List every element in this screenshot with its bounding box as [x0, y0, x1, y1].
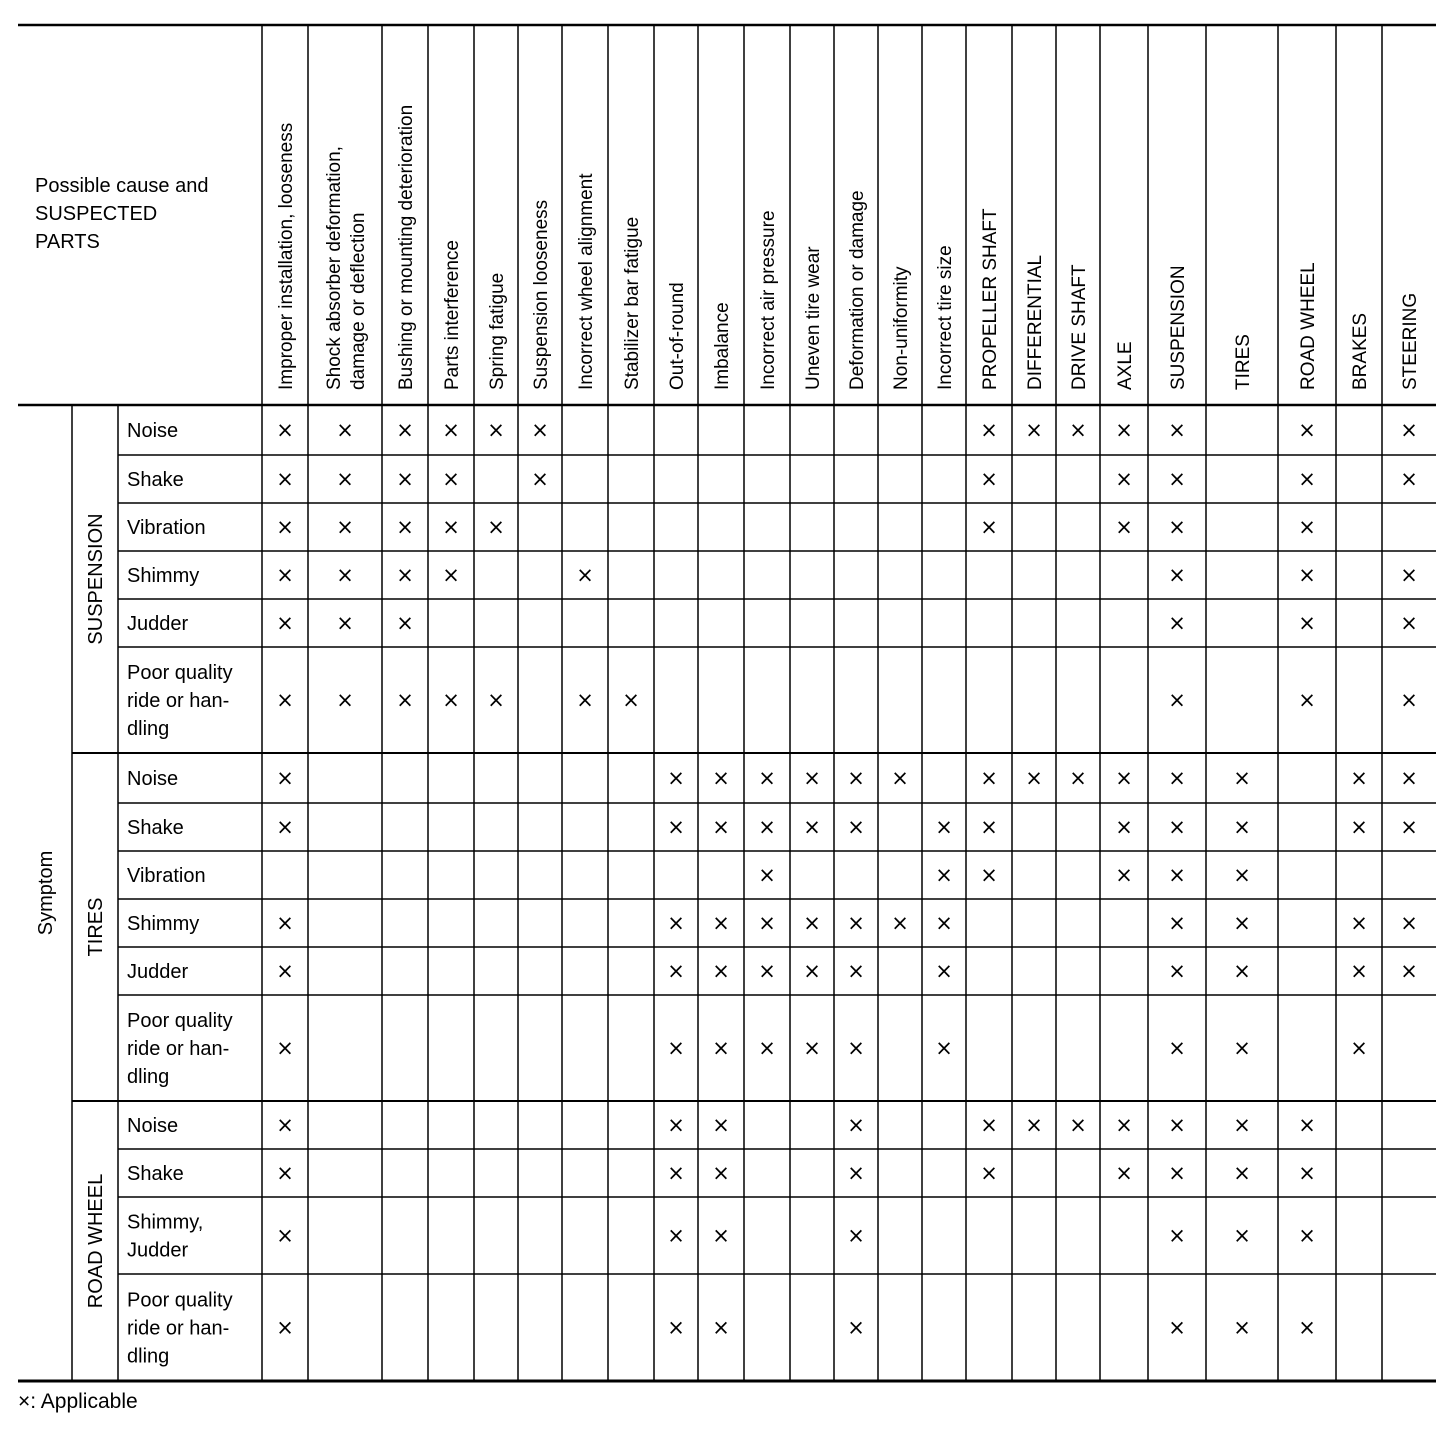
- applicable-mark: ×: [847, 1036, 865, 1060]
- column-header: Deformation or damage: [847, 190, 868, 390]
- applicable-mark: ×: [1298, 418, 1316, 442]
- footnote-legend: ×: Applicable: [18, 1390, 138, 1413]
- applicable-mark: ×: [1168, 1113, 1186, 1137]
- applicable-mark: ×: [758, 1036, 776, 1060]
- group-label: TIRES: [85, 897, 107, 957]
- applicable-mark: ×: [1115, 815, 1133, 839]
- applicable-mark: ×: [758, 959, 776, 983]
- applicable-mark: ×: [1298, 1315, 1316, 1340]
- applicable-mark: ×: [1298, 563, 1316, 587]
- applicable-mark: ×: [1025, 1113, 1043, 1137]
- applicable-mark: ×: [758, 766, 776, 790]
- applicable-mark: ×: [1069, 1113, 1087, 1137]
- applicable-mark: ×: [1298, 1161, 1316, 1185]
- applicable-mark: ×: [712, 1113, 730, 1137]
- applicable-mark: ×: [487, 515, 505, 539]
- symptom-row-label: Vibration: [127, 517, 206, 539]
- applicable-mark: ×: [396, 467, 414, 491]
- applicable-mark: ×: [980, 766, 998, 790]
- applicable-mark: ×: [336, 467, 354, 491]
- column-header: Shock absorber deformation,: [324, 146, 345, 390]
- symptom-row-label: Shake: [127, 469, 184, 491]
- applicable-mark: ×: [1168, 467, 1186, 491]
- applicable-mark: ×: [1298, 1223, 1316, 1248]
- applicable-mark: ×: [1233, 1161, 1251, 1185]
- applicable-mark: ×: [1025, 766, 1043, 790]
- applicable-mark: ×: [396, 688, 414, 712]
- applicable-mark: ×: [1168, 766, 1186, 790]
- applicable-mark: ×: [1233, 959, 1251, 983]
- applicable-mark: ×: [847, 766, 865, 790]
- applicable-mark: ×: [276, 911, 294, 935]
- symptom-row-label: Noise: [127, 768, 179, 790]
- applicable-mark: ×: [712, 1223, 730, 1248]
- applicable-mark: ×: [276, 1161, 294, 1185]
- applicable-mark: ×: [847, 959, 865, 983]
- symptom-row-label: Judder: [127, 961, 189, 983]
- group-label: ROAD WHEEL: [85, 1173, 107, 1309]
- column-header: Imbalance: [712, 302, 733, 390]
- applicable-mark: ×: [667, 959, 685, 983]
- applicable-mark: ×: [980, 863, 998, 887]
- applicable-mark: ×: [531, 467, 549, 491]
- column-header: Out-of-round: [667, 282, 688, 390]
- applicable-mark: ×: [276, 418, 294, 442]
- column-header: DRIVE SHAFT: [1069, 264, 1090, 390]
- applicable-mark: ×: [276, 467, 294, 491]
- column-header: Spring fatigue: [487, 272, 508, 390]
- applicable-mark: ×: [847, 1315, 865, 1340]
- applicable-mark: ×: [758, 863, 776, 887]
- applicable-mark: ×: [1115, 515, 1133, 539]
- applicable-mark: ×: [1233, 1315, 1251, 1340]
- applicable-mark: ×: [1168, 418, 1186, 442]
- applicable-mark: ×: [1168, 563, 1186, 587]
- applicable-mark: ×: [712, 815, 730, 839]
- applicable-mark: ×: [1115, 467, 1133, 491]
- symptom-row-label: ride or han-: [127, 1038, 230, 1060]
- symptom-row-label: Shimmy: [127, 565, 200, 587]
- applicable-mark: ×: [1168, 815, 1186, 839]
- applicable-mark: ×: [1233, 1223, 1251, 1248]
- applicable-mark: ×: [803, 766, 821, 790]
- applicable-mark: ×: [1400, 418, 1418, 442]
- applicable-mark: ×: [667, 815, 685, 839]
- applicable-mark: ×: [1400, 815, 1418, 839]
- column-header: AXLE: [1115, 341, 1136, 390]
- applicable-mark: ×: [980, 1113, 998, 1137]
- symptom-row-label: ride or han-: [127, 690, 230, 712]
- applicable-mark: ×: [1350, 815, 1368, 839]
- symptom-row-label: dling: [127, 1345, 170, 1368]
- column-header: SUSPENSION: [1168, 265, 1189, 390]
- applicable-mark: ×: [1233, 863, 1251, 887]
- column-header: Suspension looseness: [531, 199, 552, 390]
- applicable-mark: ×: [276, 1223, 294, 1248]
- applicable-mark: ×: [576, 688, 594, 712]
- applicable-mark: ×: [1400, 911, 1418, 935]
- applicable-mark: ×: [1115, 1113, 1133, 1137]
- applicable-mark: ×: [276, 688, 294, 712]
- applicable-mark: ×: [803, 1036, 821, 1060]
- applicable-mark: ×: [1168, 515, 1186, 539]
- column-header: Incorrect air pressure: [758, 210, 779, 390]
- column-header: Incorrect wheel alignment: [576, 173, 597, 390]
- applicable-mark: ×: [1350, 959, 1368, 983]
- applicable-mark: ×: [712, 766, 730, 790]
- applicable-mark: ×: [980, 815, 998, 839]
- applicable-mark: ×: [1233, 1036, 1251, 1060]
- symptom-row-label: dling: [127, 1066, 170, 1088]
- applicable-mark: ×: [487, 688, 505, 712]
- applicable-mark: ×: [1115, 418, 1133, 442]
- applicable-mark: ×: [803, 911, 821, 935]
- corner-label: Possible cause and: [35, 175, 209, 197]
- applicable-mark: ×: [276, 611, 294, 635]
- applicable-mark: ×: [980, 467, 998, 491]
- symptom-row-label: Shimmy,: [127, 1211, 204, 1234]
- applicable-mark: ×: [336, 563, 354, 587]
- applicable-mark: ×: [803, 959, 821, 983]
- applicable-mark: ×: [847, 815, 865, 839]
- applicable-mark: ×: [442, 418, 460, 442]
- applicable-mark: ×: [1168, 688, 1186, 712]
- symptom-row-label: Poor quality: [127, 1010, 233, 1032]
- applicable-mark: ×: [442, 515, 460, 539]
- corner-label: SUSPECTED: [35, 203, 158, 225]
- applicable-mark: ×: [276, 1036, 294, 1060]
- column-header: Incorrect tire size: [935, 245, 956, 390]
- applicable-mark: ×: [667, 766, 685, 790]
- column-header: PROPELLER SHAFT: [980, 208, 1001, 390]
- applicable-mark: ×: [1168, 611, 1186, 635]
- applicable-mark: ×: [1168, 1036, 1186, 1060]
- symptom-label: Symptom: [35, 850, 57, 936]
- applicable-mark: ×: [442, 563, 460, 587]
- symptom-row-label: Noise: [127, 420, 179, 442]
- applicable-mark: ×: [276, 1113, 294, 1137]
- applicable-mark: ×: [935, 959, 953, 983]
- symptom-row-label: Shake: [127, 817, 184, 839]
- applicable-mark: ×: [1069, 766, 1087, 790]
- applicable-mark: ×: [276, 766, 294, 790]
- applicable-mark: ×: [667, 1113, 685, 1137]
- applicable-mark: ×: [1168, 1223, 1186, 1248]
- applicable-mark: ×: [1168, 1161, 1186, 1185]
- applicable-mark: ×: [935, 815, 953, 839]
- symptom-row-label: Shake: [127, 1163, 184, 1185]
- applicable-mark: ×: [276, 563, 294, 587]
- applicable-mark: ×: [667, 1223, 685, 1248]
- applicable-mark: ×: [712, 1315, 730, 1340]
- applicable-mark: ×: [935, 1036, 953, 1060]
- symptom-row-label: Judder: [127, 1239, 189, 1262]
- applicable-mark: ×: [1350, 766, 1368, 790]
- applicable-mark: ×: [1168, 911, 1186, 935]
- column-header: Stabilizer bar fatigue: [622, 216, 643, 390]
- column-header: Bushing or mounting deterioration: [396, 104, 417, 390]
- column-header: Non-uniformity: [891, 266, 912, 390]
- applicable-mark: ×: [891, 911, 909, 935]
- symptom-row-label: Poor quality: [127, 662, 233, 684]
- column-header: TIRES: [1233, 334, 1254, 390]
- applicable-mark: ×: [1400, 467, 1418, 491]
- applicable-mark: ×: [336, 688, 354, 712]
- applicable-mark: ×: [712, 911, 730, 935]
- applicable-mark: ×: [1069, 418, 1087, 442]
- applicable-mark: ×: [336, 418, 354, 442]
- applicable-mark: ×: [622, 688, 640, 712]
- applicable-mark: ×: [1233, 815, 1251, 839]
- applicable-mark: ×: [1298, 688, 1316, 712]
- symptom-row-label: Judder: [127, 613, 189, 635]
- applicable-mark: ×: [935, 863, 953, 887]
- applicable-mark: ×: [712, 1161, 730, 1185]
- applicable-mark: ×: [276, 1315, 294, 1340]
- applicable-mark: ×: [980, 1161, 998, 1185]
- applicable-mark: ×: [1298, 515, 1316, 539]
- applicable-mark: ×: [847, 1161, 865, 1185]
- applicable-mark: ×: [847, 1223, 865, 1248]
- applicable-mark: ×: [1400, 611, 1418, 635]
- applicable-mark: ×: [1115, 1161, 1133, 1185]
- applicable-mark: ×: [1168, 1315, 1186, 1340]
- applicable-mark: ×: [758, 911, 776, 935]
- applicable-mark: ×: [1400, 688, 1418, 712]
- applicable-mark: ×: [712, 1036, 730, 1060]
- applicable-mark: ×: [336, 515, 354, 539]
- applicable-mark: ×: [980, 515, 998, 539]
- column-header: ROAD WHEEL: [1298, 262, 1319, 390]
- symptom-row-label: Vibration: [127, 865, 206, 887]
- applicable-mark: ×: [1350, 1036, 1368, 1060]
- applicable-mark: ×: [891, 766, 909, 790]
- column-header: damage or deflection: [348, 212, 369, 390]
- group-label: SUSPENSION: [85, 513, 107, 645]
- applicable-mark: ×: [980, 418, 998, 442]
- applicable-mark: ×: [576, 563, 594, 587]
- symptom-row-label: Noise: [127, 1115, 179, 1137]
- applicable-mark: ×: [396, 418, 414, 442]
- symptom-row-label: ride or han-: [127, 1317, 230, 1340]
- applicable-mark: ×: [667, 1036, 685, 1060]
- applicable-mark: ×: [1025, 418, 1043, 442]
- applicable-mark: ×: [1298, 611, 1316, 635]
- applicable-mark: ×: [336, 611, 354, 635]
- applicable-mark: ×: [396, 611, 414, 635]
- applicable-mark: ×: [396, 563, 414, 587]
- applicable-mark: ×: [1233, 1113, 1251, 1137]
- applicable-mark: ×: [667, 911, 685, 935]
- symptom-row-label: Poor quality: [127, 1289, 233, 1312]
- applicable-mark: ×: [1400, 959, 1418, 983]
- applicable-mark: ×: [396, 515, 414, 539]
- column-header: BRAKES: [1350, 312, 1371, 390]
- corner-label: PARTS: [35, 231, 100, 253]
- applicable-mark: ×: [803, 815, 821, 839]
- applicable-mark: ×: [531, 418, 549, 442]
- applicable-mark: ×: [442, 467, 460, 491]
- applicable-mark: ×: [758, 815, 776, 839]
- applicable-mark: ×: [276, 959, 294, 983]
- applicable-mark: ×: [1168, 863, 1186, 887]
- applicable-mark: ×: [1115, 766, 1133, 790]
- applicable-mark: ×: [847, 1113, 865, 1137]
- applicable-mark: ×: [1400, 766, 1418, 790]
- applicable-mark: ×: [667, 1315, 685, 1340]
- applicable-mark: ×: [276, 515, 294, 539]
- applicable-mark: ×: [276, 815, 294, 839]
- applicable-mark: ×: [1298, 1113, 1316, 1137]
- applicable-mark: ×: [1350, 911, 1368, 935]
- applicable-mark: ×: [487, 418, 505, 442]
- applicable-mark: ×: [1233, 766, 1251, 790]
- column-header: Uneven tire wear: [803, 246, 824, 390]
- column-header: STEERING: [1400, 292, 1421, 390]
- applicable-mark: ×: [1400, 563, 1418, 587]
- applicable-mark: ×: [1233, 911, 1251, 935]
- applicable-mark: ×: [1168, 959, 1186, 983]
- applicable-mark: ×: [712, 959, 730, 983]
- applicable-mark: ×: [847, 911, 865, 935]
- applicable-mark: ×: [1298, 467, 1316, 491]
- column-header: DIFFERENTIAL: [1025, 254, 1046, 390]
- applicable-mark: ×: [1115, 863, 1133, 887]
- column-header: Parts interference: [442, 240, 463, 390]
- column-header: Improper installation, looseness: [276, 122, 297, 390]
- applicable-mark: ×: [667, 1161, 685, 1185]
- applicable-mark: ×: [935, 911, 953, 935]
- applicable-mark: ×: [442, 688, 460, 712]
- symptom-row-label: Shimmy: [127, 913, 200, 935]
- symptom-row-label: dling: [127, 718, 170, 740]
